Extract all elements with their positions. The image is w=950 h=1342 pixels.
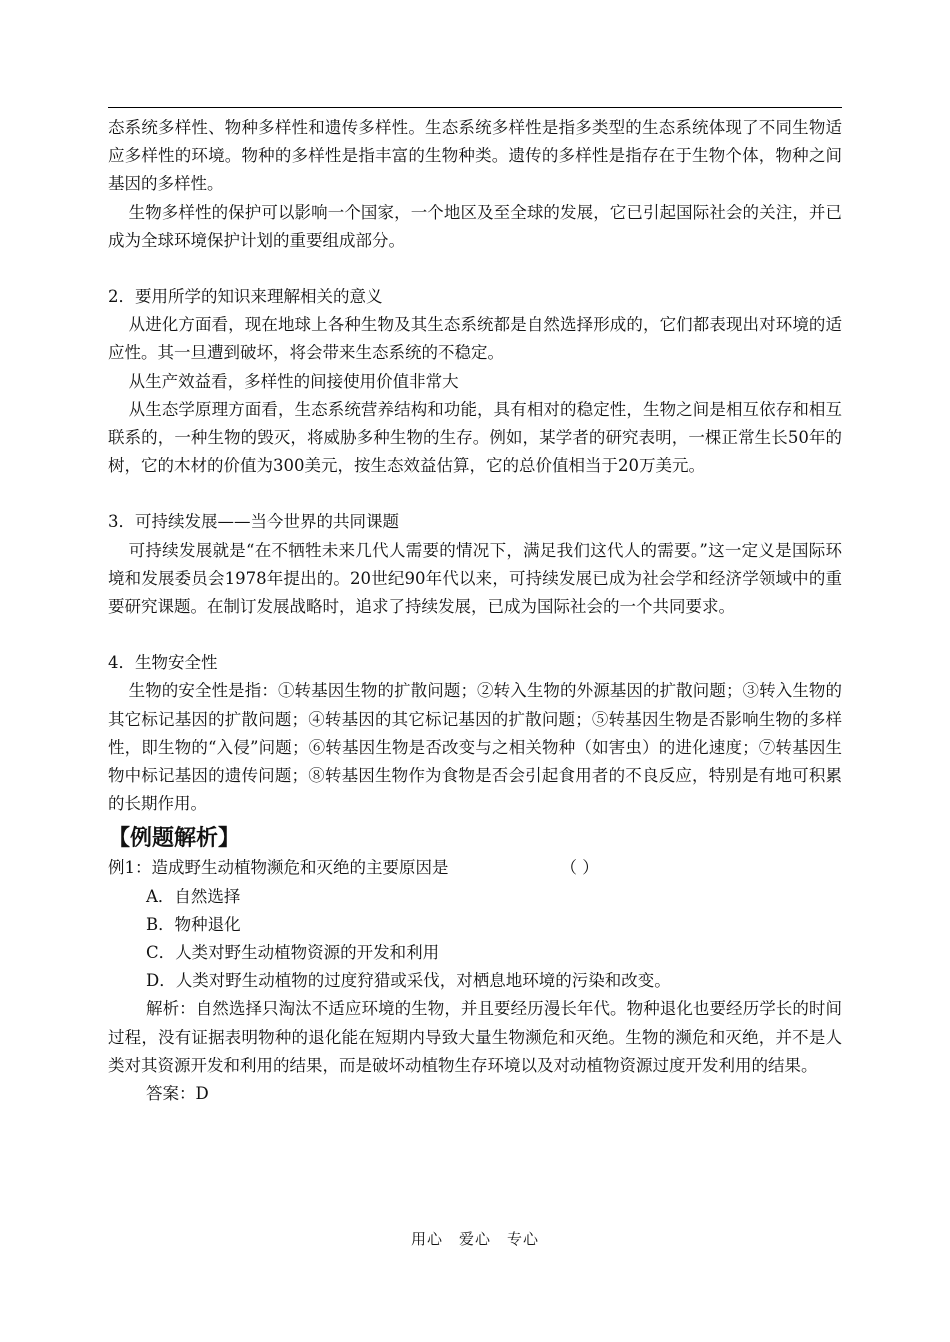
header-rule (108, 107, 842, 108)
document-body (108, 114, 842, 1108)
section-3-paragraph: 可持续发展就是“在不牺牲未来几代人需要的情况下，满足我们这代人的需要。”这一定义是国际环境和发展委员会1978年提出的。20世纪90年代以来，可持续发展已成为社会学和经济学领域中的重要研究课题。在制订发展战略时，追求了持续发展，已成为国际社会的一个共同要求。 (108, 540, 842, 617)
section-2-paragraph-production: 从生产效益看，多样性的间接使用价值非常大 (128, 371, 459, 391)
option-d: D．人类对野生动植物的过度狩猎或采伐，对栖息地环境的污染和改变。 (146, 971, 671, 991)
section-2-paragraph-evolution: 从进化方面看，现在地球上各种生物及其生态系统都是自然选择形成的，它们都表现出对环境的适应性。其一旦遭到破坏，将会带来生态系统的不稳定。 (108, 315, 842, 363)
section-3-title: 3．可持续发展——当今世界的共同课题 (108, 512, 399, 532)
example-1-answer: 答案：D (146, 1084, 209, 1104)
option-b: B．物种退化 (146, 914, 241, 934)
section-2-title: 2．要用所学的知识来理解相关的意义 (108, 287, 383, 307)
option-c: C．人类对野生动植物资源的开发和利用 (146, 943, 440, 963)
answer-blank: （ ） (560, 858, 599, 878)
section-4-title: 4．生物安全性 (108, 653, 218, 673)
page-footer: 用心 爱心 专心 (410, 1230, 539, 1248)
paragraph-biodiversity-protection: 生物多样性的保护可以影响一个国家，一个地区及至全球的发展，它已引起国际社会的关注，并已成为全球环境保护计划的重要组成部分。 (108, 202, 842, 250)
examples-heading: 【例题解析】 (108, 825, 241, 852)
section-4-paragraph: 生物的安全性是指：①转基因生物的扩散问题；②转入生物的外源基因的扩散问题；③转入生物的其它标记基因的扩散问题；④转基因的其它标记基因的扩散问题；⑤转基因生物是否影响生物的多样性，即生物的“入侵”问题；⑥转基因生物是否改变与之相关物种（如害虫）的进化速度；⑦转基因生物中标记基因的遗传问题；⑧转基因生物作为食物是否会引起食用者的不良反应，特别是有地可积累的长期作用。 (108, 681, 842, 814)
example-1-question (108, 854, 842, 882)
paragraph-biodiversity-levels: 态系统多样性、物种多样性和遗传多样性。生态系统多样性是指多类型的生态系统体现了不同生物适应多样性的环境。物种的多样性是指丰富的生物种类。遗传的多样性是指存在于生物个体，物种之间基因的多样性。 (108, 118, 842, 194)
example-1-question-text: 例1：造成野生动植物濒危和灭绝的主要原因是 (108, 858, 449, 878)
example-1-analysis: 解析：自然选择只淘汰不适应环境的生物，并且要经历漫长年代。物种退化也要经历学长的时间过程，没有证据表明物种的退化能在短期内导致大量生物濒危和灭绝。生物的濒危和灭绝，并不是人类对其资源开发和利用的结果，而是破坏动植物生存环境以及对动植物资源过度开发利用的结果。 (108, 999, 842, 1075)
section-2-paragraph-ecology: 从生态学原理方面看，生态系统营养结构和功能，具有相对的稳定性，生物之间是相互依存和相互联系的，一种生物的毁灭，将威胁多种生物的生存。例如，某学者的研究表明，一棵正常生长50年的树，它的木材的价值为300美元，按生态效益估算，它的总价值相当于20万美元。 (108, 399, 842, 476)
option-a: A．自然选择 (146, 886, 241, 906)
